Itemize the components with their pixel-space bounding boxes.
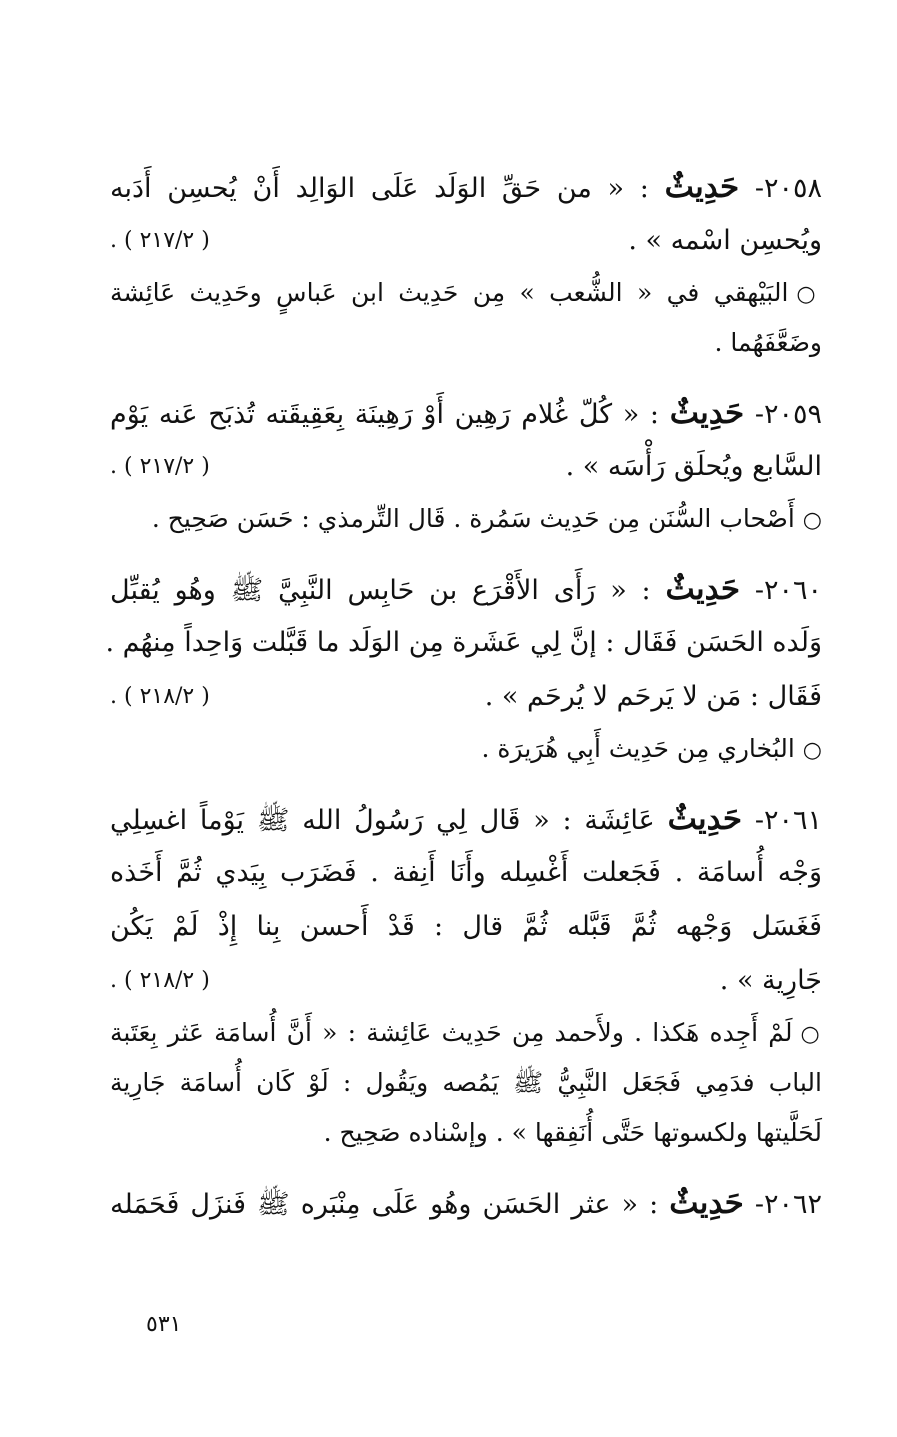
entry-number: ٢٠٦٠- xyxy=(754,575,822,606)
note-text: البَيْهقي في « الشُّعب » مِن حَدِيث ابن عَباسٍ وحَدِيث عَائِشة xyxy=(110,278,789,307)
entry-text: فَقَال : مَن لا يَرحَم لا يُرحَم » . xyxy=(484,681,822,712)
hadith-keyword: حَدِيثٌ xyxy=(664,169,740,205)
entry-line xyxy=(110,954,822,1008)
takhrij-note xyxy=(110,724,822,774)
circle-icon: ○ xyxy=(796,282,822,307)
entry-line xyxy=(110,562,822,616)
entry-line xyxy=(110,160,822,214)
entry-text: : « عثر الحَسَن وهُو عَلَى مِنْبَره ﷺ فَنزَل فَحَمَله xyxy=(110,1189,659,1220)
hadith-keyword: حَدِيثٌ xyxy=(667,801,743,837)
entry-line xyxy=(110,846,822,900)
entry-number: ٢٠٦٢- xyxy=(754,1189,822,1220)
takhrij-note xyxy=(110,494,822,544)
entry-line xyxy=(110,386,822,440)
hadith-entry-2058 xyxy=(110,160,822,368)
hadith-entry-2062 xyxy=(110,1176,822,1230)
hadith-keyword: حَدِيثٌ xyxy=(669,1185,744,1221)
entry-text: عَائِشَة : « قَال لِي رَسُولُ الله ﷺ يَوْماً اغسِلِي xyxy=(110,805,655,836)
entry-text: ويُحسِن اسْمه » . xyxy=(628,225,822,256)
entry-text: : « كُلّ غُلام رَهِين أَوْ رَهِينَة بِعَقِيقَته تُذبَح عَنه يَوْم xyxy=(110,399,660,430)
entry-line xyxy=(110,1176,822,1230)
hadith-entry-2060 xyxy=(105,562,822,774)
volume-page-reference: ( ٢١٧/٢ ) . xyxy=(110,228,210,253)
entry-line xyxy=(110,670,822,724)
note-text: لَمْ أَجِده هَكذا . ولأَحمد مِن حَدِيث عَائِشة : « أَنَّ أُسامَة عَثر بِعَتَبة xyxy=(110,1018,793,1047)
takhrij-note xyxy=(110,318,822,368)
note-text: لَحَلَّيتها ولكسوتها حَتَّى أُنَفِقها » . وإسْناده صَحِيح . xyxy=(323,1118,822,1147)
entry-text: فَغَسَل وَجْهه ثُمَّ قَبَّله ثُمَّ قال : قَدْ أَحسن بِنا إِذْ لَمْ يَكُن xyxy=(110,911,822,942)
takhrij-note xyxy=(110,268,822,318)
entry-number: ٢٠٥٨- xyxy=(754,173,822,204)
entry-text: وَجْه أُسامَة . فَجَعلت أَغْسِله وأَنَا أَنِفة . فَضَرَب بِيَدي ثُمَّ أَخَذه xyxy=(110,857,822,888)
hadith-entry-2059 xyxy=(110,386,822,544)
circle-icon: ○ xyxy=(802,508,822,533)
entry-number: ٢٠٦١- xyxy=(754,805,822,836)
entry-text: : « رَأَى الأَقْرَع بن حَابِس النَّبِيَّ ﷺ وهُو يُقبِّل xyxy=(110,575,651,606)
note-text: الباب فدَمِي فَجَعَل النَّبِيُّ ﷺ يَمُصه ويَقُول : لَوْ كَان أُسامَة جَارِية xyxy=(110,1068,822,1097)
entry-text: وَلَده الحَسَن فَقَال : إنَّ لِي عَشَرة مِن الوَلَد ما قَبَّلت وَاحِداً مِنهُم . xyxy=(105,627,822,658)
entry-line xyxy=(110,440,822,494)
takhrij-note xyxy=(110,1008,822,1058)
note-text: البُخاري مِن حَدِيث أَبِي هُرَيرَة . xyxy=(481,734,795,763)
volume-page-reference: ( ٢١٨/٢ ) . xyxy=(110,684,210,709)
hadith-keyword: حَدِيثٌ xyxy=(669,395,745,431)
volume-page-reference: ( ٢١٧/٢ ) . xyxy=(110,454,210,479)
page-number: ٥٣١ xyxy=(146,1312,182,1337)
circle-icon: ○ xyxy=(800,1022,822,1047)
entry-number: ٢٠٥٩- xyxy=(754,399,822,430)
takhrij-note xyxy=(110,1058,822,1108)
hadith-entry-2061 xyxy=(110,792,822,1158)
note-text: أَصْحاب السُّنَن مِن حَدِيث سَمُرة . قَال التِّرمذي : حَسَن صَحِيح . xyxy=(151,504,795,533)
takhrij-note xyxy=(110,1108,822,1158)
entry-line xyxy=(110,214,822,268)
page-body xyxy=(105,160,822,1248)
hadith-keyword: حَدِيثٌ xyxy=(665,571,741,607)
circle-icon: ○ xyxy=(802,738,822,763)
volume-page-reference: ( ٢١٨/٢ ) . xyxy=(110,968,210,993)
entry-line xyxy=(110,900,822,954)
entry-text: : « من حَقِّ الوَلَد عَلَى الوَالِد أَنْ يُحسِن أَدَبه xyxy=(110,173,649,204)
note-text: وضَعَّفَهُما . xyxy=(714,328,822,357)
entry-text: السَّابع ويُحلَق رَأْسَه » . xyxy=(565,451,822,482)
entry-line xyxy=(105,616,822,670)
entry-text: جَارِية » . xyxy=(719,965,822,996)
entry-line xyxy=(110,792,822,846)
